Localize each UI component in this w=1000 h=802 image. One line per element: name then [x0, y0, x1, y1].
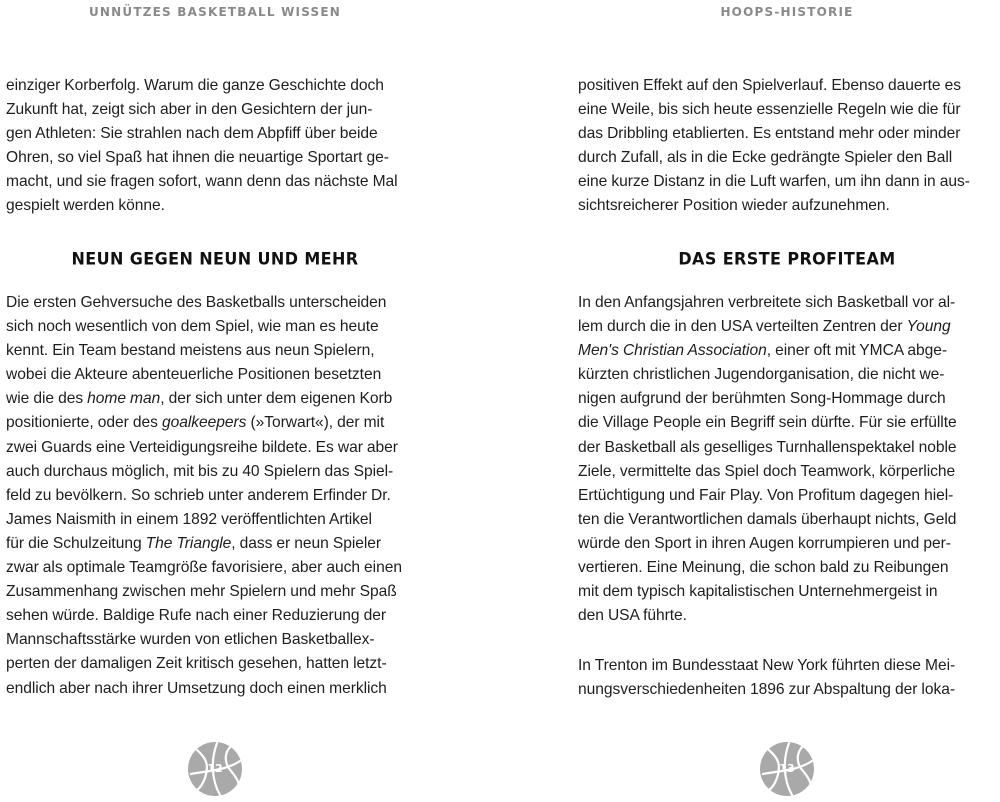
paragraph-line: perten der damaligen Zeit kritisch gesehen, hatten letzt-	[6, 655, 387, 673]
paragraph-line: das Dribbling etablierten. Es entstand mehr oder minder	[578, 125, 961, 143]
body-paragraph-left	[6, 291, 424, 701]
paragraph-line: positionierte, oder des goalkeepers (»Torwart«), der mit	[6, 414, 385, 432]
paragraph-line: Zusammenhang zwischen mehr Spielern und mehr Spaß	[6, 583, 397, 601]
paragraph-line: zwar als optimale Teamgröße favorisiere, aber auch einen	[6, 559, 402, 577]
paragraph-line: sich noch wesentlich von dem Spiel, wie man es heute	[6, 318, 379, 336]
paragraph-line: vertieren. Eine Meinung, die schon bald zu Reibungen	[578, 559, 949, 577]
paragraph-line: gen Athleten: Sie strahlen nach dem Abpfiff über beide	[6, 125, 378, 143]
page-number-badge	[187, 741, 243, 797]
paragraph-line: positiven Effekt auf den Spielverlauf. Ebenso dauerte es	[578, 77, 962, 94]
paragraph-line: zwei Guards eine Verteidigungsreihe bildete. Es war aber	[6, 438, 398, 456]
paragraph-line: gespielt werden könne.	[6, 197, 165, 215]
paragraph-line: Ohren, so viel Spaß hat ihnen die neuartige Sportart ge-	[6, 149, 389, 167]
left-page	[6, 0, 424, 800]
paragraph-line: der Basketball als geselliges Turnhallenspektakel noble	[578, 438, 957, 456]
paragraph-line: kürzten christlichen Jugendorganisation, die nicht we-	[578, 366, 945, 384]
paragraph-line: sichtsreicherer Position wieder aufzunehmen.	[578, 197, 890, 215]
paragraph-line: Die ersten Gehversuche des Basketballs unterscheiden	[6, 294, 387, 311]
body-paragraph-right-2	[578, 654, 996, 702]
paragraph-line: Zukunft hat, zeigt sich aber in den Gesichtern der jun-	[6, 101, 373, 119]
intro-paragraph-right	[578, 74, 996, 219]
running-head-right: HOOPS-HISTORIE	[720, 5, 854, 19]
paragraph-line: endlich aber nach ihrer Umsetzung doch einen merklich	[6, 679, 387, 697]
page-number: 13	[779, 762, 795, 775]
page-number: 12	[207, 762, 223, 775]
paragraph-line: Mannschaftsstärke wurden von etlichen Basketballex-	[6, 631, 375, 649]
paragraph-line: James Naismith in einem 1892 veröffentlichten Artikel	[6, 510, 372, 528]
paragraph-line: kennt. Ein Team bestand meistens aus neun Spielern,	[6, 342, 375, 360]
paragraph-line: wobei die Akteure abenteuerliche Positionen besetzten	[6, 366, 382, 384]
paragraph-line: sehen würde. Baldige Rufe nach einer Reduzierung der	[6, 607, 387, 625]
paragraph-line: Ziele, vermittelte das Spiel doch Teamwork, körperliche	[578, 462, 956, 480]
intro-paragraph-left	[6, 74, 424, 219]
paragraph-line: mit dem typisch kapitalistischen Unternehmergeist in	[578, 583, 938, 601]
paragraph-line: würde den Sport in ihren Augen korrumpieren und per-	[578, 534, 951, 552]
paragraph-line: nungsverschiedenheiten 1896 zur Abspaltung der loka-	[578, 681, 955, 699]
paragraph-line: In Trenton im Bundesstaat New York führten diese Mei-	[578, 657, 956, 674]
section-heading-right: DAS ERSTE PROFITEAM	[678, 248, 896, 269]
paragraph-line: durch Zufall, als in die Ecke gedrängte Spieler den Ball	[578, 149, 953, 167]
paragraph-line: feld zu bevölkern. So schrieb unter anderem Erfinder Dr.	[6, 486, 391, 504]
paragraph-line: einziger Korberfolg. Warum die ganze Geschichte doch	[6, 77, 384, 94]
paragraph-line: auch durchaus möglich, mit bis zu 40 Spielern das Spiel-	[6, 462, 394, 480]
section-heading-left: NEUN GEGEN NEUN UND MEHR	[71, 248, 359, 269]
paragraph-line: die Village People ein Begriff sein dürfte. Für sie erfüllte	[578, 414, 957, 432]
right-page	[578, 0, 996, 800]
running-head-left: UNNÜTZES BASKETBALL WISSEN	[88, 5, 342, 19]
paragraph-line: für die Schulzeitung The Triangle, dass er neun Spieler	[6, 534, 382, 552]
paragraph-line: Ertüchtigung und Fair Play. Von Profitum dagegen hiel-	[578, 486, 954, 504]
page-number-badge	[759, 741, 815, 797]
paragraph-line: Men's Christian Association, einer oft mit YMCA abge-	[578, 342, 948, 360]
paragraph-line: lem durch die in den USA verteilten Zentren der Young	[578, 318, 951, 336]
paragraph-line: macht, und sie fragen sofort, wann denn das nächste Mal	[6, 173, 398, 191]
paragraph-line: den USA führte.	[578, 607, 687, 625]
paragraph-line: wie die des home man, der sich unter dem eigenen Korb	[6, 390, 393, 408]
paragraph-line: In den Anfangsjahren verbreitete sich Basketball vor al-	[578, 294, 956, 311]
paragraph-line: ten die Verantwortlichen damals überhaupt nichts, Geld	[578, 510, 957, 528]
paragraph-line: nigen aufgrund der berühmten Song-Hommage durch	[578, 390, 946, 408]
body-paragraph-right	[578, 291, 996, 628]
paragraph-line: eine kurze Distanz in die Luft warfen, um ihn dann in aus-	[578, 173, 970, 191]
paragraph-line: eine Weile, bis sich heute essenzielle Regeln wie die für	[578, 101, 961, 119]
